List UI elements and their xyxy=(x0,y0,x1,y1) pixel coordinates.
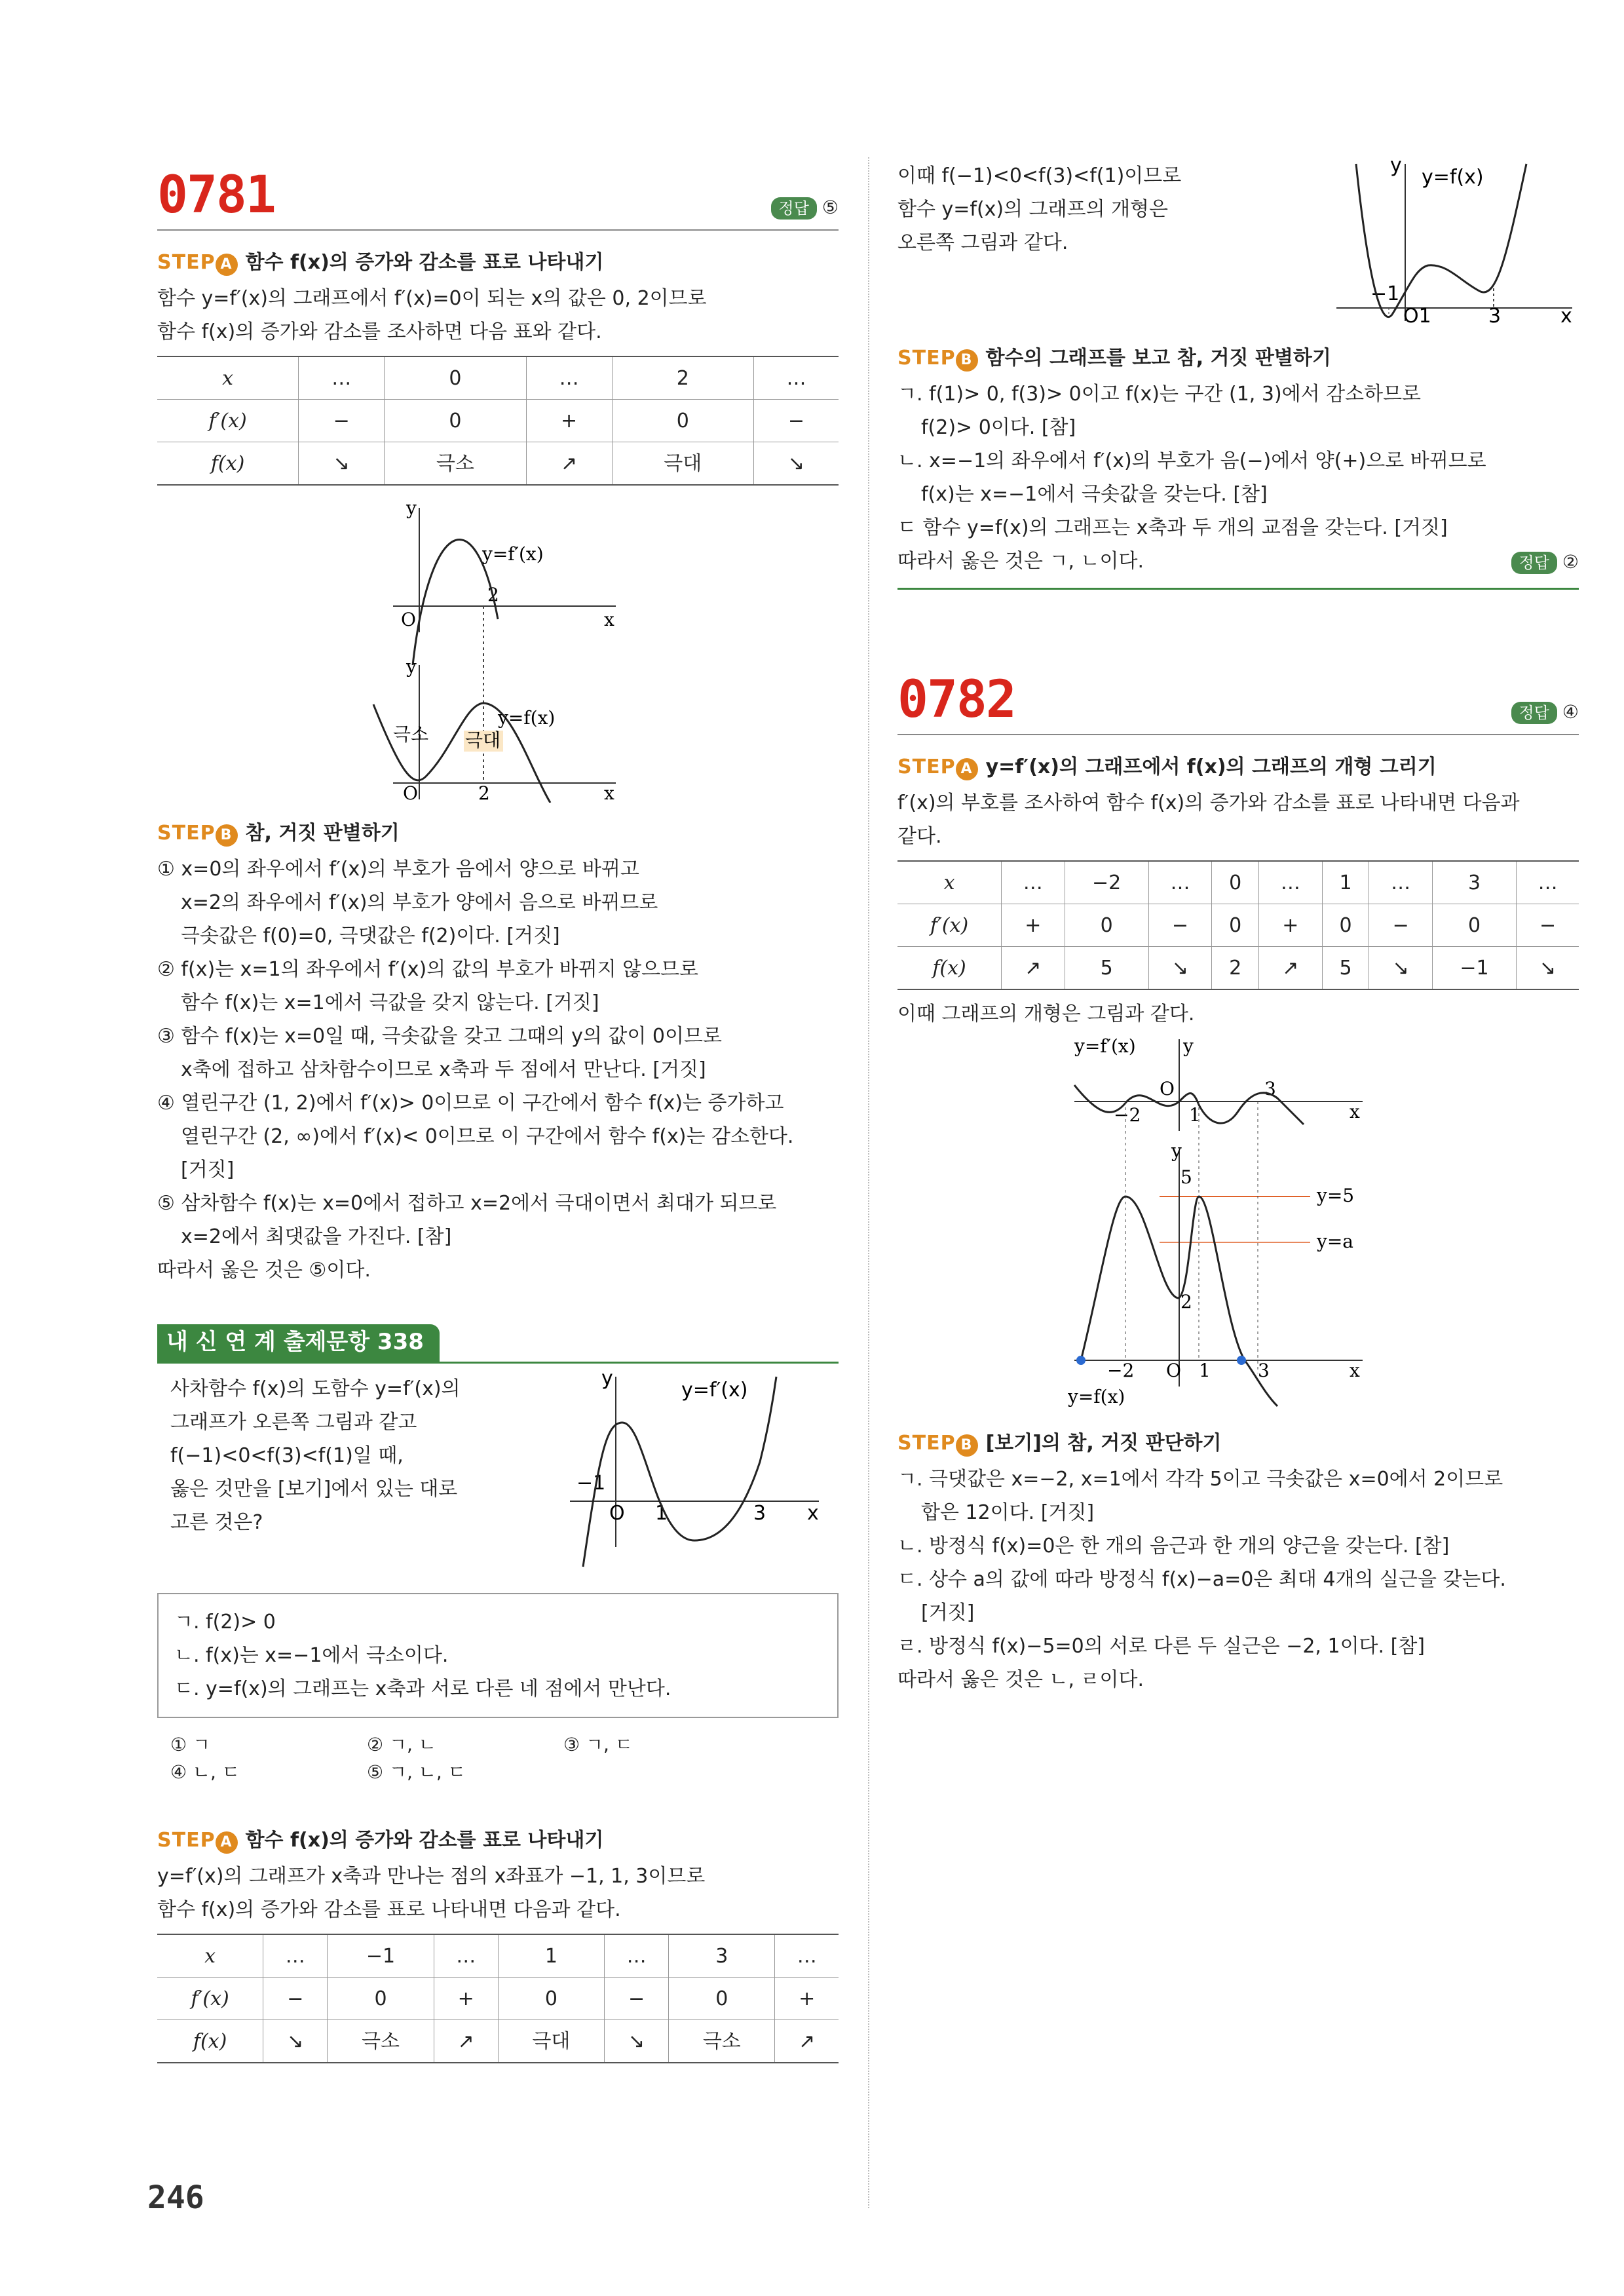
table-row: f′(x) + 0 − 0 + 0 − 0 − xyxy=(897,904,1579,947)
bogi-box: ㄱ. f(2)> 0 ㄴ. f(x)는 x=−1에서 극소이다. ㄷ. y=f(x)의 그래프는 x축과 서로 다른 네 점에서 만난다. xyxy=(157,1593,839,1718)
increase-decrease-table xyxy=(897,860,1579,990)
choice-4[interactable]: ④ ㄴ, ㄷ xyxy=(170,1761,240,1783)
svg-text:1: 1 xyxy=(1199,1360,1211,1381)
derivative-and-function-graph-0782 xyxy=(1068,1033,1408,1413)
step-a-heading: STEP A y=f′(x)의 그래프에서 f(x)의 그래프의 개형 그리기 xyxy=(897,752,1579,782)
answer-badge: 정답 ② xyxy=(1511,548,1579,576)
svg-text:−2: −2 xyxy=(1107,1360,1135,1381)
svg-text:y=f(x): y=f(x) xyxy=(498,707,556,729)
svg-text:y=f(x): y=f(x) xyxy=(1422,166,1484,189)
column-divider xyxy=(868,157,869,2208)
answer-badge: 정답 ⑤ xyxy=(771,194,839,221)
problem-0782-header xyxy=(897,662,1579,735)
svg-text:y=f′(x): y=f′(x) xyxy=(1074,1035,1136,1057)
text-line: ④ 열린구간 (1, 2)에서 f′(x)> 0이므로 이 구간에서 함수 f(x)는 증가하고 xyxy=(157,1092,784,1115)
increase-decrease-table xyxy=(157,356,839,486)
choice-5[interactable]: ⑤ ㄱ, ㄴ, ㄷ xyxy=(367,1761,466,1783)
text-line: x=2에서 최댓값을 가진다. [참] xyxy=(181,1225,452,1248)
svg-text:O: O xyxy=(1160,1078,1175,1100)
svg-text:y: y xyxy=(1390,157,1402,177)
svg-text:3: 3 xyxy=(1258,1360,1270,1381)
svg-text:y=f(x): y=f(x) xyxy=(1068,1386,1125,1407)
naesin-function-graph xyxy=(1330,157,1579,328)
step-b-heading: STEP B [보기]의 참, 거짓 판단하기 xyxy=(897,1428,1579,1458)
text-line: 따라서 옳은 것은 ⑤이다. xyxy=(157,1259,371,1282)
naesin-continuation: 이때 f(−1)<0<f(3)<f(1)이므로 함수 y=f(x)의 그래프의 개형은 오른쪽 그림과 같다. y x −1 O1 3 y=f(x) xyxy=(897,157,1579,328)
text-line: x축에 접하고 삼차함수이므로 x축과 두 점에서 만난다. [거짓] xyxy=(181,1058,706,1081)
naesin-section: 내 신 연 계 출제문항 338 사차함수 f(x)의 도함수 y=f′(x)의 그래프가 오른쪽 그림과 같고 f(−1)<0<f(3)<f(1)일 때, 옳은 것만을 [보기]에서 있는 대로 고른 것은? y x −1 O 1 3 y=f′(x) ㄱ. f(2)> 0 ㄴ. f(x)는 x=−1에서 극소이다. ㄷ. y=f(x)의 그래프는 x축과 서로 다른 네 점에서 만난다. ① ㄱ ② ㄱ, ㄴ ③ ㄱ, ㄷ ④ ㄴ, ㄷ ⑤ ㄱ, ㄴ, ㄷ STEP A 함수 f(x)의 증가와 감소를 표로 나타내기 y=f′(x)의 그래프가 x축과 만나는 점의 x좌표가 −1, 1, 3이므로 함수 f(x)의 증가와 감소를 표로 나타내면 다음과 같다. x … −1 … 1 … 3 … f′(x) − 0 + 0 − 0 + f(x) ↘ 극소 ↗ 극대 ↘ 극소 ↗ xyxy=(157,1324,839,2063)
answer-badge: 정답 ④ xyxy=(1511,698,1579,726)
svg-text:3: 3 xyxy=(1264,1078,1276,1100)
table-row: f(x) ↘ 극소 ↗ 극대 ↘ 극소 ↗ xyxy=(157,2020,839,2063)
svg-text:y=a: y=a xyxy=(1317,1231,1353,1252)
svg-text:3: 3 xyxy=(753,1502,766,1525)
svg-text:y=5: y=5 xyxy=(1317,1185,1355,1206)
svg-text:2: 2 xyxy=(487,584,499,605)
svg-text:O: O xyxy=(401,609,416,630)
svg-text:−2: −2 xyxy=(1114,1104,1141,1126)
svg-text:1: 1 xyxy=(1189,1104,1201,1126)
left-column xyxy=(157,157,839,2073)
problem-0781-header xyxy=(157,157,839,231)
step-b-heading: STEP B 함수의 그래프를 보고 참, 거짓 판별하기 xyxy=(897,343,1579,373)
svg-text:x: x xyxy=(604,609,614,630)
table-row: x … −1 … 1 … 3 … xyxy=(157,1934,839,1978)
right-column: 이때 f(−1)<0<f(3)<f(1)이므로 함수 y=f(x)의 그래프의 개형은 오른쪽 그림과 같다. y x −1 O1 3 y=f(x) STEP B 함수의 그래프를 보고 참, 거짓 판별하기 ㄱ. f(1)> 0, f(3)> 0이고 f(x)는 구간 (1, 3)에서 감소하므로 f(2)> 0이다. [참] ㄴ. x=−1의 좌우에서 f′(x)의 부호가 음(−)에서 양(+)으로 바뀌므로 f(x)는 x=−1에서 극솟값을 갖는다. [참] ㄷ 함수 y=f(x)의 그래프는 x축과 두 개의 교점을 갖는다. [거짓] 따라서 옳은 것은 ㄱ, ㄴ이다. 정답 ② 0782 정답 ④ STEP A y=f′(x)의 그래프에서 f(x)의 그래프의 개형 그리기 f′(x)의 부호를 조사하여 함수 f(x)의 증가와 감소를 표로 나타내면 다음과 같다. x … −2 … 0 … 1 … 3 … f′(x) + 0 − 0 + 0 − 0 − f(x) ↗ 5 ↘ 2 ↗ 5 ↘ −1 ↘ 이때 그래프의 개형은 그림과 같다. y x O −2 1 3 y=f′(x) y=5 y=a y x 5 2 −2 O 1 3 y=f(x) STEP B [보기]의 참, 거짓 판단하기 ㄱ. 극댓값은 x=−2, x=1에서 각각 5이고 극솟값은 x=0에서 2이므로 합은 12이다. [거짓] ㄴ. 방정식 f(x)=0은 한 개의 음근과 한 개의 양근을 갖는다. [참] ㄷ. 상수 a의 값에 따라 방정식 f(x)−a=0은 최대 4개의 실근을 갖는다. [거짓] ㄹ. 방정식 f(x)−5=0의 서로 다른 두 실근은 −2, 1이다. [참] 따라서 옳은 것은 ㄴ, ㄹ이다. xyxy=(897,157,1579,1698)
svg-text:y: y xyxy=(406,656,417,678)
svg-text:x: x xyxy=(1350,1360,1360,1381)
step-b-heading: STEP B 참, 거짓 판별하기 xyxy=(157,818,839,848)
table-row: f′(x) − 0 + 0 − 0 + xyxy=(157,1978,839,2020)
answer-choices xyxy=(170,1731,839,1786)
svg-text:극소: 극소 xyxy=(393,723,429,745)
naesin-step-a-heading: STEP A 함수 f(x)의 증가와 감소를 표로 나타내기 xyxy=(157,1826,839,1855)
svg-text:O: O xyxy=(609,1502,625,1525)
svg-text:5: 5 xyxy=(1180,1166,1192,1188)
svg-text:x: x xyxy=(1350,1101,1360,1122)
table-row: f(x) ↘ 극소 ↗ 극대 ↘ xyxy=(157,442,839,486)
svg-text:y: y xyxy=(601,1370,613,1390)
text-line: 함수 f(x)의 증가와 감소를 조사하면 다음 표와 같다. xyxy=(157,320,602,343)
svg-text:극대: 극대 xyxy=(465,729,501,751)
svg-text:x: x xyxy=(604,782,614,803)
naesin-derivative-graph xyxy=(563,1370,825,1573)
svg-text:2: 2 xyxy=(478,782,490,803)
naesin-banner: 내 신 연 계 출제문항 338 xyxy=(157,1324,440,1362)
table-row: x … −2 … 0 … 1 … 3 … xyxy=(897,861,1579,904)
choice-2[interactable]: ② ㄱ, ㄴ xyxy=(367,1734,436,1755)
svg-text:y: y xyxy=(406,497,417,519)
section-rule xyxy=(897,588,1579,590)
text-line: x=2의 좌우에서 f′(x)의 부호가 양에서 음으로 바뀌므로 xyxy=(181,891,658,914)
svg-text:−1: −1 xyxy=(576,1472,606,1495)
svg-text:O: O xyxy=(1166,1360,1181,1381)
svg-text:y: y xyxy=(1183,1035,1194,1057)
text-line: 함수 y=f′(x)의 그래프에서 f′(x)=0이 되는 x의 값은 0, 2이므로 xyxy=(157,287,707,310)
text-line: ③ 함수 f(x)는 x=0일 때, 극솟값을 갖고 그때의 y의 값이 0이므로 xyxy=(157,1025,722,1048)
table-row: x … 0 … 2 … xyxy=(157,356,839,400)
derivative-and-function-graph xyxy=(367,495,629,803)
svg-text:y: y xyxy=(1171,1140,1182,1162)
text-line: [거짓] xyxy=(181,1158,235,1181)
svg-text:3: 3 xyxy=(1488,305,1501,328)
text-line: ⑤ 삼차함수 f(x)는 x=0에서 접하고 x=2에서 극대이면서 최대가 되므로 xyxy=(157,1192,777,1215)
svg-text:−1: −1 xyxy=(1370,282,1400,305)
svg-text:O: O xyxy=(403,782,418,803)
text-line: ① x=0의 좌우에서 f′(x)의 부호가 음에서 양으로 바뀌고 xyxy=(157,858,639,881)
naesin-table xyxy=(157,1934,839,2063)
svg-text:x: x xyxy=(1560,305,1572,328)
step-a-heading: STEP A 함수 f(x)의 증가와 감소를 표로 나타내기 xyxy=(157,248,839,277)
problem-number: 0782 xyxy=(897,670,1015,729)
choice-3[interactable]: ③ ㄱ, ㄷ xyxy=(563,1734,633,1755)
svg-text:2: 2 xyxy=(1180,1291,1192,1312)
text-line: 극솟값은 f(0)=0, 극댓값은 f(2)이다. [거짓] xyxy=(181,925,560,947)
problem-number: 0781 xyxy=(157,166,275,225)
svg-text:O1: O1 xyxy=(1403,305,1431,328)
text-line: 함수 f(x)는 x=1에서 극값을 갖지 않는다. [거짓] xyxy=(181,991,599,1014)
text-line: ② f(x)는 x=1의 좌우에서 f′(x)의 값의 부호가 바뀌지 않으므로 xyxy=(157,958,699,981)
svg-text:y=f′(x): y=f′(x) xyxy=(482,543,544,565)
choice-1[interactable]: ① ㄱ xyxy=(170,1734,211,1755)
svg-text:y=f′(x): y=f′(x) xyxy=(681,1379,748,1402)
page-number: 246 xyxy=(147,2179,204,2216)
text-line: 열린구간 (2, ∞)에서 f′(x)< 0이므로 이 구간에서 함수 f(x)는 감소한다. xyxy=(181,1125,794,1148)
svg-text:x: x xyxy=(807,1502,819,1525)
table-row: f(x) ↗ 5 ↘ 2 ↗ 5 ↘ −1 ↘ xyxy=(897,947,1579,990)
table-row: f′(x) − 0 + 0 − xyxy=(157,400,839,442)
svg-text:1: 1 xyxy=(655,1502,668,1525)
